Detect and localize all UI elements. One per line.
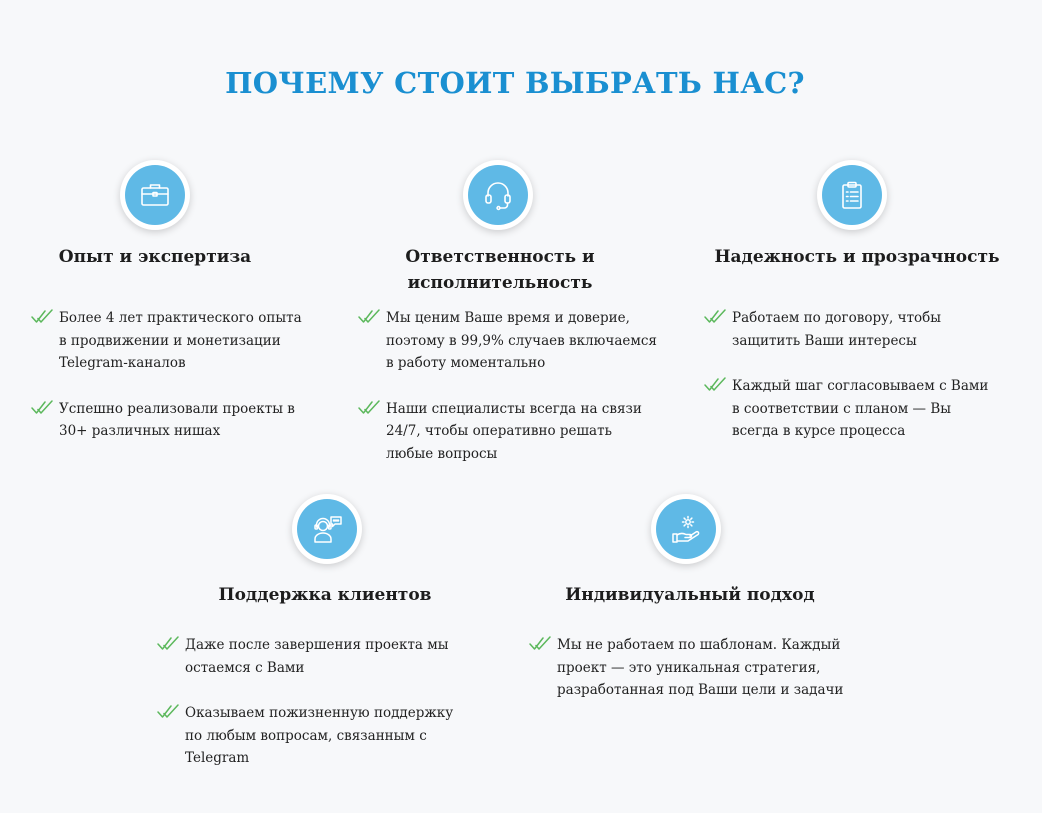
check-icon [529,635,551,651]
bullet-text-line: разработанная под Ваши цели и задачи [557,682,844,698]
bullet-text-line: по любым вопросам, связанным с [185,727,427,744]
list-item [358,307,678,375]
bullet-text-line: любые вопросы [386,445,498,462]
list-item [704,307,1024,352]
bullet-text-line: проект — это уникальная стратегия, [557,659,821,676]
bullet-text-line: Telegram-каналов [59,355,186,371]
bullet-text-line: Наши специалисты всегда на связи [386,400,642,417]
bullet-text-line: Работаем по договору, чтобы [732,310,942,326]
card-title [555,582,825,608]
card-title-line: Опыт и экспертиза [58,247,252,267]
list-item [31,398,331,443]
headset-icon [463,160,533,230]
card-title-line: Надежность и прозрачность [714,247,1000,267]
bullet-text-line: Каждый шаг согласовываем с Вами [732,378,989,394]
bullet-text-line: поэтому в 99,9% случаев включаемся [386,332,657,349]
list-item [704,375,1024,443]
bullet-text-line: Более 4 лет практического опыта [59,310,302,326]
bullet-text-line: Мы ценим Ваше время и доверие, [386,310,630,326]
bullet-text-line: Мы не работаем по шаблонам. Каждый [557,637,841,653]
hand-gear-icon [651,494,721,564]
check-icon [704,308,726,324]
briefcase-icon [120,160,190,230]
bullet-text-line: всегда в курсе процесса [732,423,906,439]
card-title [20,244,290,270]
check-icon [157,635,179,651]
bullet-text-line: Оказываем пожизненную поддержку [185,705,454,721]
list-item [529,634,859,702]
card-title [712,244,1002,270]
card-title-line: Поддержка клиентов [218,585,432,605]
card-title-line: исполнительность [407,273,593,293]
clipboard-icon [817,160,887,230]
bullet-list [529,634,859,725]
list-item [358,398,678,466]
page-title: ПОЧЕМУ СТОИТ ВЫБРАТЬ НАС? [225,66,805,100]
bullet-text-line: Даже после завершения проекта мы [185,637,449,653]
bullet-list [157,634,477,793]
list-item [157,702,477,770]
bullet-text-line: в соответствии с планом — Вы [732,400,951,417]
check-icon [358,399,380,415]
bullet-text-line: 30+ различных нишах [59,423,221,439]
bullet-text-line: защитить Ваши интересы [732,332,917,349]
card-title-line: Индивидуальный подход [565,585,815,605]
list-item [31,307,331,375]
check-icon [31,308,53,324]
bullet-text-line: 24/7, чтобы оперативно решать [386,423,612,439]
check-icon [31,399,53,415]
card-title [370,244,630,296]
bullet-text-line: остаемся с Вами [185,659,305,676]
list-item [157,634,477,679]
bullet-list [31,307,331,466]
card-title-line: Ответственность и [405,247,595,267]
bullet-text-line: Telegram [185,750,250,766]
bullet-text-line: в работу моментально [386,355,546,371]
bullet-list [358,307,678,488]
check-icon [157,703,179,719]
support-agent-icon [292,494,362,564]
bullet-text-line: Успешно реализовали проекты в [59,400,295,417]
check-icon [358,308,380,324]
bullet-list [704,307,1024,466]
check-icon [704,376,726,392]
card-title [190,582,460,608]
bullet-text-line: в продвижении и монетизации [59,332,281,349]
